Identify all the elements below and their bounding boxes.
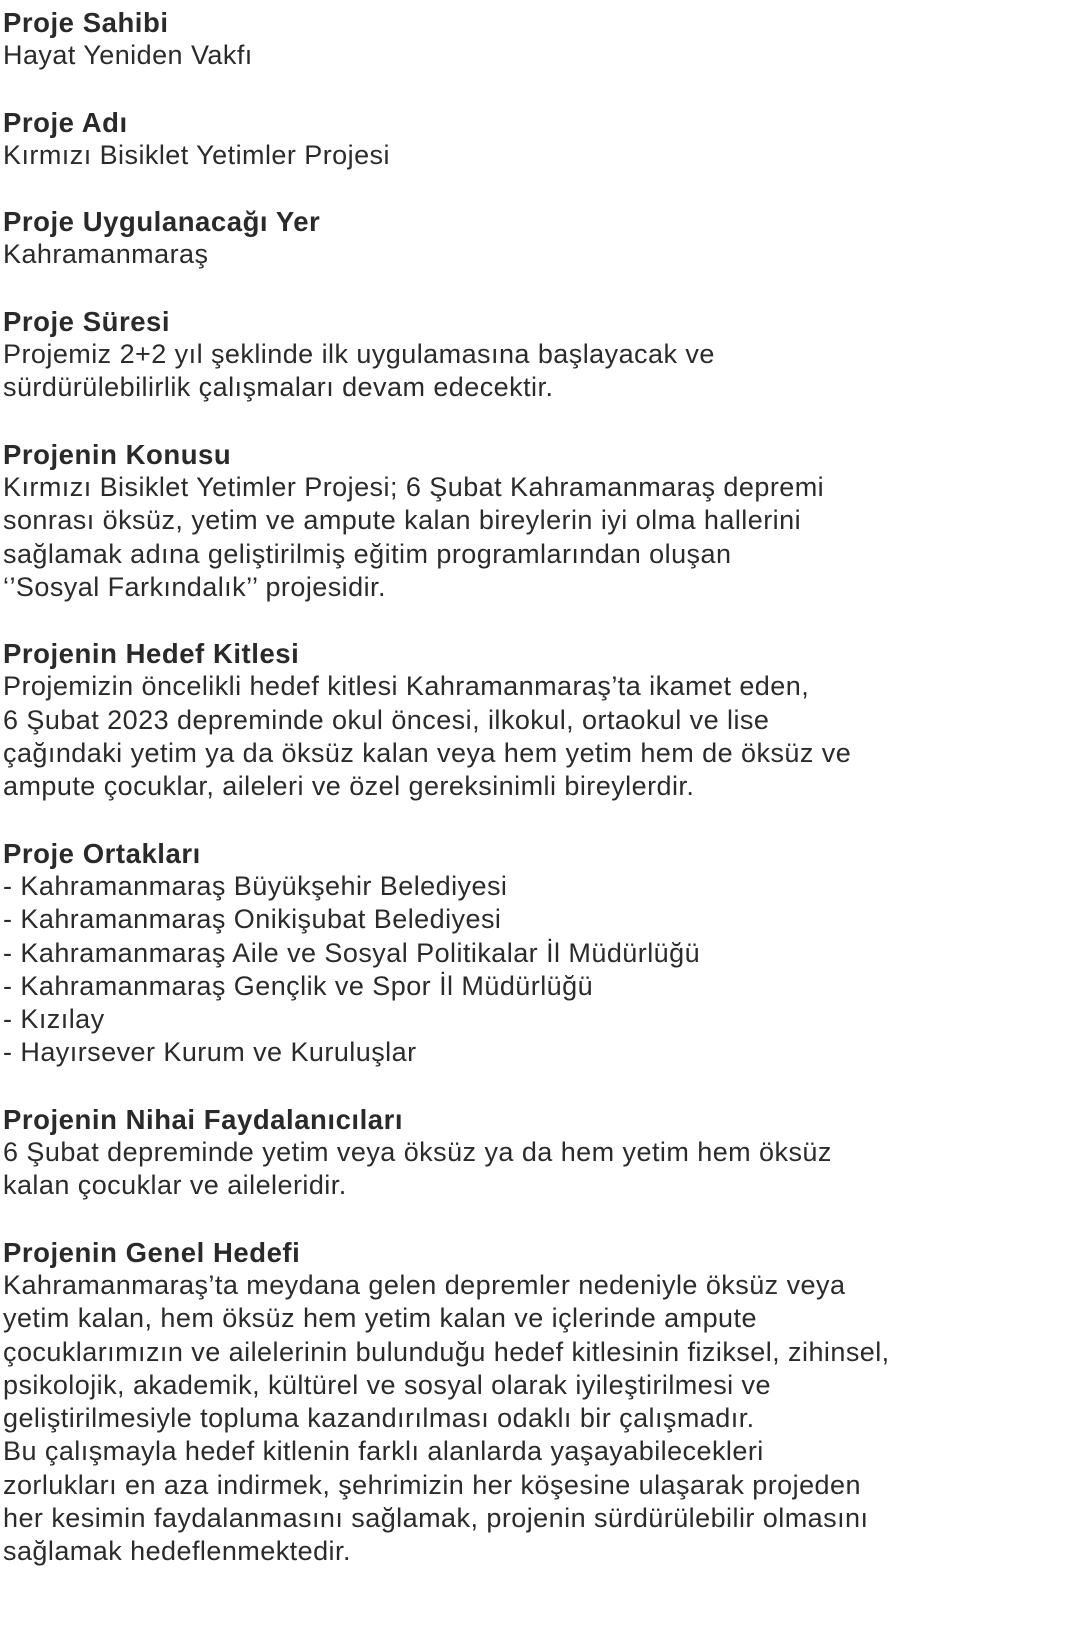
section-text-line: sonrası öksüz, yetim ve ampute kalan bireylerin iyi olma hallerini	[3, 505, 802, 536]
section-heading: Proje Sahibi	[3, 7, 169, 38]
section-text-line: psikolojik, akademik, kültürel ve sosyal olarak iyileştirilmesi ve	[3, 1369, 771, 1400]
section-text-line: - Kahramanmaraş Aile ve Sosyal Politikalar İl Müdürlüğü	[3, 937, 701, 968]
section-text-line: Bu çalışmayla hedef kitlenin farklı alanlarda yaşayabilecekleri	[3, 1436, 764, 1467]
section-text-line: çağındaki yetim ya da öksüz kalan veya hem yetim hem de öksüz ve	[3, 738, 852, 769]
section-projenin-nihai-faydalanicilari	[3, 1103, 1083, 1203]
section-text-line: - Kahramanmaraş Onikişubat Belediyesi	[3, 904, 502, 935]
section-heading: Projenin Genel Hedefi	[3, 1236, 301, 1268]
section-proje-ortaklari	[3, 837, 1083, 1070]
section-text-line: Kahramanmaraş	[3, 239, 209, 270]
section-proje-sahibi	[3, 6, 1083, 73]
section-text-line: 6 Şubat 2023 depreminde okul öncesi, ilkokul, ortaokul ve lise	[3, 704, 770, 735]
section-text-line: zorlukları en aza indirmek, şehrimizin her köşesine ulaşarak projeden	[3, 1469, 861, 1500]
section-heading: Proje Uygulanacağı Yer	[3, 206, 321, 238]
section-text-line: Kahramanmaraş’ta meydana gelen depremler nedeniyle öksüz veya	[3, 1269, 846, 1300]
section-text-line: sağlamak hedeflenmektedir.	[3, 1536, 351, 1567]
section-text-line: yetim kalan, hem öksüz hem yetim kalan ve içlerinde ampute	[3, 1303, 757, 1334]
section-text-line: sağlamak adına geliştirilmiş eğitim programlarından oluşan	[3, 538, 732, 569]
section-text-line: 6 Şubat depreminde yetim veya öksüz ya da hem yetim hem öksüz	[3, 1137, 832, 1168]
section-text-line: çocuklarımızın ve ailelerinin bulunduğu hedef kitlesinin fiziksel, zihinsel,	[3, 1336, 890, 1367]
section-text-line: Hayat Yeniden Vakfı	[3, 40, 253, 71]
section-projenin-konusu	[3, 438, 1083, 604]
section-projenin-hedef-kitlesi	[3, 637, 1083, 803]
section-text-line: - Kahramanmaraş Büyükşehir Belediyesi	[3, 870, 508, 901]
section-text-line: Kırmızı Bisiklet Yetimler Projesi; 6 Şubat Kahramanmaraş depremi	[3, 471, 825, 502]
section-heading: Projenin Konusu	[3, 438, 232, 470]
section-text-line: kalan çocuklar ve aileleridir.	[3, 1170, 347, 1201]
section-proje-adi	[3, 106, 1083, 173]
section-text-line: ampute çocuklar, aileleri ve özel gereksinimli bireylerdir.	[3, 771, 695, 802]
section-text-line: - Hayırsever Kurum ve Kuruluşlar	[3, 1037, 417, 1068]
section-text-line: her kesimin faydalanmasını sağlamak, projenin sürdürülebilir olmasını	[3, 1502, 869, 1533]
section-text-line: ‘’Sosyal Farkındalık’’ projesidir.	[3, 571, 386, 602]
section-text-line: Kırmızı Bisiklet Yetimler Projesi	[3, 139, 390, 170]
section-proje-suresi	[3, 305, 1083, 405]
section-proje-uygulanacagi-yer	[3, 205, 1083, 272]
section-heading: Proje Adı	[3, 106, 128, 138]
section-text-line: - Kahramanmaraş Gençlik ve Spor İl Müdürlüğü	[3, 970, 594, 1001]
section-text-line: - Kızılay	[3, 1004, 105, 1035]
section-text-line: Projemizin öncelikli hedef kitlesi Kahramanmaraş’ta ikamet eden,	[3, 671, 810, 702]
section-heading: Projenin Nihai Faydalanıcıları	[3, 1103, 404, 1135]
section-text-line: geliştirilmesiyle topluma kazandırılması odaklı bir çalışmadır.	[3, 1403, 755, 1434]
section-heading: Proje Ortakları	[3, 837, 201, 869]
section-projenin-genel-hedefi	[3, 1236, 1083, 1569]
section-text-line: Projemiz 2+2 yıl şeklinde ilk uygulamasına başlayacak ve	[3, 339, 715, 370]
section-heading: Proje Süresi	[3, 305, 171, 337]
section-heading: Projenin Hedef Kitlesi	[3, 638, 300, 670]
section-text-line: sürdürülebilirlik çalışmaları devam edecektir.	[3, 372, 554, 403]
